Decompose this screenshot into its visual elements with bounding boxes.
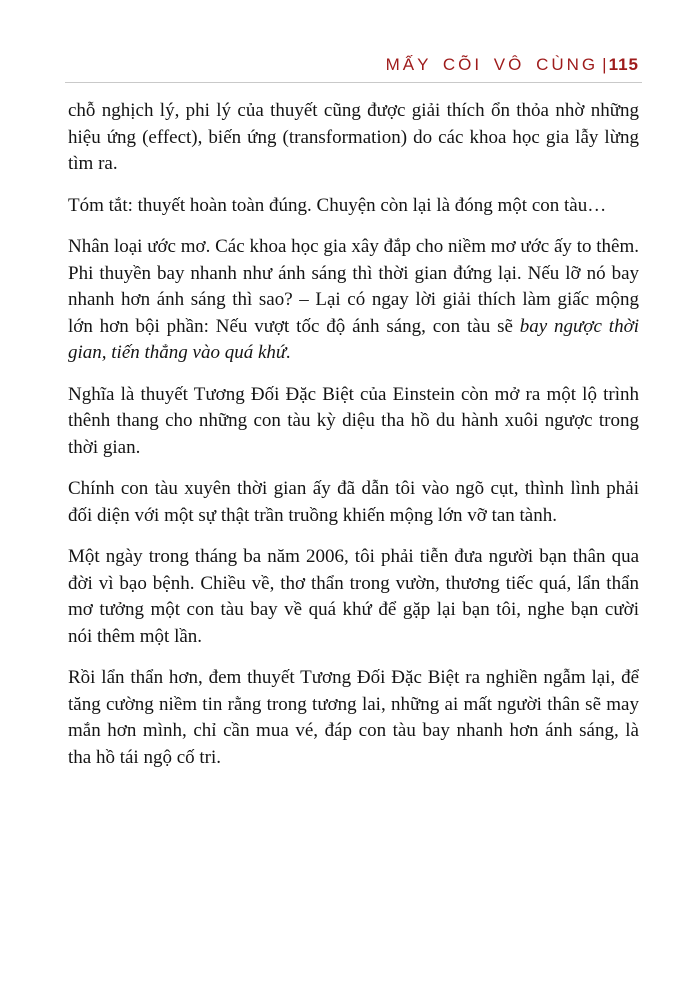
text-run: Rồi lẩn thẩn hơn, đem thuyết Tương Đối Đặc Biệt ra nghiền ngẫm lại, để tăng cường niềm tin rằng trong tương lai, những ai mất người thân sẽ may mắn hơn mình, chỉ cần mua vé, đáp con tàu bay nhanh hơn ánh sáng, là tha hồ tái ngộ cố tri. xyxy=(68,667,639,768)
paragraph-4 xyxy=(68,382,639,462)
header-separator: | xyxy=(602,55,607,74)
text-run: chỗ nghịch lý, phi lý của thuyết cũng được giải thích ổn thỏa nhờ những hiệu ứng (effect), biến ứng (transformation) do các khoa học gia lẫy lừng tìm ra. xyxy=(68,100,639,174)
body-text xyxy=(68,98,639,771)
paragraph-5 xyxy=(68,476,639,529)
text-run: Nhân loại ước mơ. Các khoa học gia xây đắp cho niềm mơ ước ấy to thêm. Phi thuyền bay nhanh như ánh sáng thì thời gian đứng lại. Nếu lỡ nó bay nhanh hơn ánh sáng thì sao? – Lại có ngay lời giải thích làm giấc mộng lớn hơn bội phần: Nếu vượt tốc độ ánh sáng, con tàu sẽ xyxy=(68,236,639,337)
paragraph-7 xyxy=(68,665,639,771)
paragraph-1 xyxy=(68,98,639,178)
paragraph-6 xyxy=(68,544,639,650)
italic-text-run: bay ngược thời gian, tiến thẳng vào quá khứ. xyxy=(68,315,639,363)
text-run: Chính con tàu xuyên thời gian ấy đã dẫn tôi vào ngõ cụt, thình lình phải đối diện với một sự thật trần truồng khiến mộng lớn vỡ tan tành. xyxy=(68,478,639,526)
page-number: 115 xyxy=(608,55,639,74)
paragraph-2 xyxy=(68,193,639,220)
paragraph-3 xyxy=(68,234,639,367)
text-run: Một ngày trong tháng ba năm 2006, tôi phải tiễn đưa người bạn thân qua đời vì bạo bệnh. Chiều về, thơ thẩn trong vườn, thương tiếc quá, lẩn thẩn mơ tưởng một con tàu bay về quá khứ để gặp lại bạn tôi, nghe bạn cười nói thêm một lần. xyxy=(68,546,639,647)
text-run: Tóm tắt: thuyết hoàn toàn đúng. Chuyện còn lại là đóng một con tàu… xyxy=(68,194,607,216)
running-title: MẤY CÕI VÔ CÙNG xyxy=(385,55,599,74)
text-run: Nghĩa là thuyết Tương Đối Đặc Biệt của Einstein còn mở ra một lộ trình thênh thang cho những con tàu kỳ diệu tha hồ du hành xuôi ngược trong thời gian. xyxy=(68,383,639,458)
page-header xyxy=(68,55,639,74)
header-rule xyxy=(65,82,642,83)
